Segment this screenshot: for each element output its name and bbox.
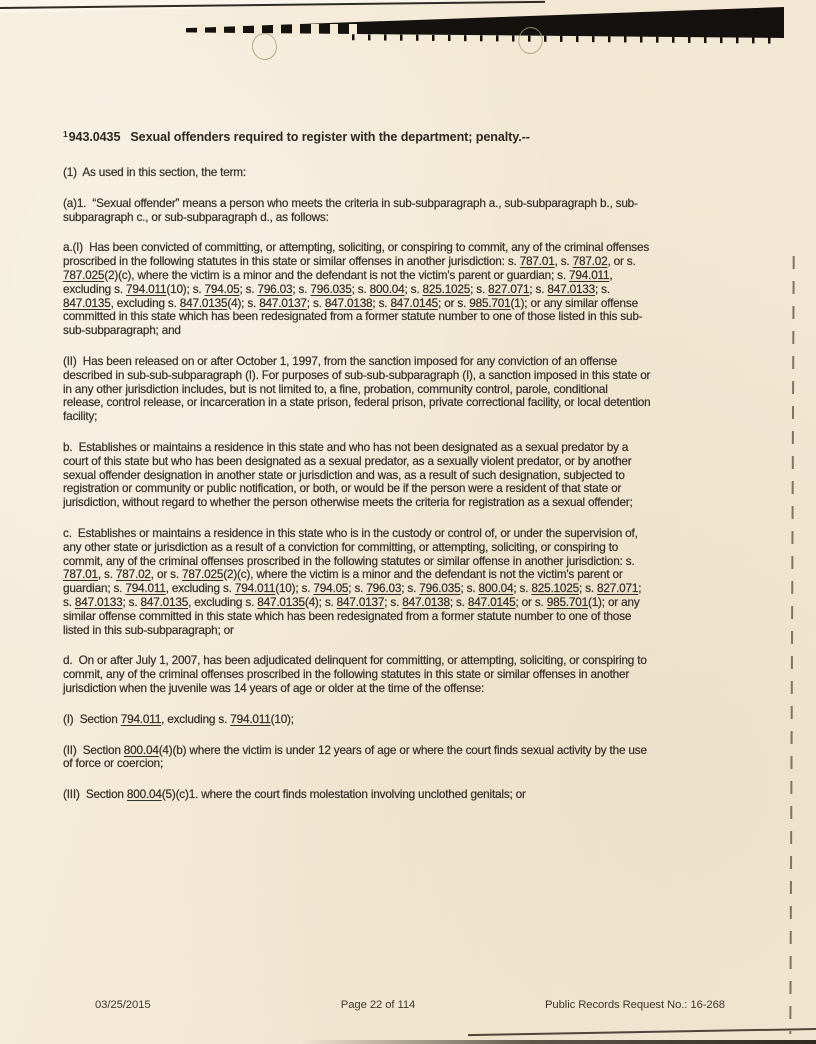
paragraph-sub-d [63,654,651,695]
text-segment: ; s. [404,281,423,296]
text-segment: (II) Section [63,742,124,757]
text-segment: (5)(c)1. where the court finds molestation involving unclothed genitals; or [161,787,526,802]
scan-right-dashed-line [789,256,794,1034]
statute-reference: 787.01 [519,254,555,269]
text-segment: , s. [554,254,573,269]
footer-date: 03/25/2015 [95,999,151,1011]
text-segment: , excluding s. [110,295,180,310]
statute-reference: 787.025 [63,267,105,282]
statute-reference: 794.05 [204,281,240,296]
text-segment: (III) Section [63,787,127,802]
footnote-marker: 1 [63,129,68,139]
text-segment: ; s. [351,281,370,296]
text-segment: ; s. [470,281,489,296]
statute-reference: 794.011 [125,581,166,596]
paragraph-term-intro [63,166,651,180]
statute-reference: 847.0135 [140,594,189,609]
statute-reference: 847.0137 [336,594,385,609]
statute-reference: 796.035 [310,281,352,296]
text-segment: , or s. [150,567,182,582]
paragraph-sub-c [63,527,651,637]
scan-bottom-edge-shadow [300,1040,816,1044]
text-segment: ; s. [449,594,468,609]
text-segment: (4)(b) where the victim is under 12 years of age or where the court finds sexual activity by the use of force or coercion; [63,742,650,771]
text-segment: (10); s. [275,581,314,596]
text-segment: , excluding s. [188,594,258,609]
text-segment: (10); s. [166,281,205,296]
statute-title [63,129,651,144]
statute-reference: 827.071 [488,281,530,296]
text-segment: ; s. [579,581,598,596]
statute-reference: 800.04 [478,581,514,596]
paragraph-sub-a-I [63,241,651,338]
footer-request-number: Public Records Request No.: 16-268 [545,999,725,1011]
statute-reference: 847.0137 [259,295,307,310]
text-segment: ; s. [401,581,420,596]
text-segment: a.(I) Has been convicted of committing, or attempting, soliciting, or conspiring to commit, any of the criminal offenses proscribed in the following statutes in this state or similar offenses in another jurisdiction: s. [63,240,653,269]
scan-bottom-line-artifact [468,1028,816,1036]
text-segment: ; s. [460,581,479,596]
statute-reference: 985.701 [469,295,511,310]
text-segment: , excluding s. [161,711,231,726]
statute-reference: 787.02 [572,254,608,269]
statute-reference: 825.1025 [422,281,471,296]
statute-reference: 787.02 [115,567,151,582]
text-segment: (II) Has been released on or after October 1, 1997, from the sanction imposed for any conviction of an offense described in sub-sub-subparagraph (I). For purposes of sub-sub-subparagraph (I), a sanction imposed in this state or in any other jurisdiction includes, but is not limited to, a fine, probation, community control, parole, conditional release, control release, or incarceration in a state prison, federal prison, private correctional facility, or local detention facility; [63,353,654,424]
paragraph-sub-d-I [63,713,651,727]
statute-text-column [63,129,654,819]
text-segment: , s. [97,567,116,582]
statute-reference: 847.0145 [390,295,439,310]
statute-number: 943.0435 [68,130,121,144]
paragraph-offender-definition [63,197,651,225]
text-segment: b. Establishes or maintains a residence in this state and who has not been designated as a sexual predator by a court of this state but who has been designated as a sexual predator, as a sexually violent predator, or by another sexual offender designation in another state or jurisdiction and was, as a result of such designation, subjected to registration or community or public notification, or both, or would be if the person were a resident of that state or jurisdiction, without regard to whether the person otherwise meets the criteria for registration as a sexual offender; [63,439,635,510]
text-segment: ; s. [292,281,311,296]
text-segment: d. On or after July 1, 2007, has been adjudicated delinquent for committing, or attempting, soliciting, or conspiring to commit, any of the criminal offenses proscribed in the following statutes in this state or similar offenses in another jurisdiction when the juvenile was 14 years of age or older at the time of the offense: [63,653,650,695]
statute-reference: 794.011 [234,581,276,596]
statute-reference: 796.03 [257,281,293,296]
text-segment: (I) Section [63,711,121,726]
statute-reference: 800.04 [123,742,159,757]
text-segment: ; s. [348,581,367,596]
text-segment: (10); [270,711,294,726]
statute-reference: 847.0138 [402,594,450,609]
text-segment: , or s. [607,254,639,269]
text-segment: ; s. [384,594,403,609]
statute-reference: 847.0135 [179,295,228,310]
text-segment: ; s. [595,281,614,296]
statute-reference: 847.0135 [63,295,111,310]
page-footer [0,999,816,1017]
statute-reference: 800.04 [369,281,405,296]
scan-black-bar-dashes [186,24,358,36]
statute-reference: 825.1025 [531,581,579,596]
text-segment: ; s. [513,581,532,596]
text-segment: c. Establishes or maintains a residence in this state who is in the custody or control of, or under the supervision of, any other state or jurisdiction as a result of a conviction for committing, or attempting, soliciting, or conspiring to commit, any of the criminal offenses proscribed in the following statutes or similar offense in another jurisdiction: s. [63,525,641,568]
text-segment: , excluding s. [63,267,616,296]
text-segment: ; s. [372,295,391,310]
text-segment: (4); s. [227,295,260,310]
statute-reference: 847.0133 [74,594,123,609]
paragraph-sub-d-II [63,744,651,772]
text-segment: ; s. [306,295,325,310]
text-segment: (4); s. [304,594,337,609]
statute-reference: 985.701 [546,594,588,609]
statute-reference: 794.011 [120,711,162,726]
statute-reference: 787.025 [181,567,224,582]
paragraph-sub-b [63,441,651,510]
text-segment: (a)1. “Sexual offender” means a person who meets the criteria in sub-subparagraph a., sub-subparagraph b., sub-subparagraph c., or sub-subparagraph d., as follows: [63,195,638,224]
text-segment: ; s. [239,281,258,296]
statute-reference: 847.0145 [467,594,516,609]
statute-reference: 847.0133 [547,281,596,296]
statute-reference: 796.035 [419,581,461,596]
text-segment: (2)(c), where the victim is a minor and the defendant is not the victim's parent or guardian; s. [104,267,570,282]
paragraph-sub-a-II [63,353,654,424]
statute-reference: 794.011 [569,267,610,282]
statute-reference: 794.011 [230,711,271,726]
statute-reference: 794.011 [125,281,167,296]
text-segment: (1) As used in this section, the term: [63,165,247,179]
text-segment: (1); or any similar offense committed in this state which has been redesignated from a former statute number to one of those listed in this sub-subparagraph; or [63,594,643,637]
text-segment: , excluding s. [165,581,235,596]
text-segment: ; s. [122,594,141,609]
text-segment: ; or s. [438,295,470,310]
statute-reference: 794.05 [313,581,349,596]
statute-reference: 847.0135 [257,594,305,609]
statute-heading: Sexual offenders required to register with the department; penalty.-- [130,130,530,144]
text-segment: ; s. [529,281,548,296]
text-segment: ; s. [63,581,645,609]
statute-reference: 827.071 [597,581,639,596]
statute-reference: 847.0138 [324,295,373,310]
statute-reference: 800.04 [126,787,162,802]
text-segment: (1); or any similar offense committed in this state which has been redesignated from a former statute number to one of those listed in this sub-sub-subparagraph; and [63,295,643,338]
paragraph-sub-d-III [63,788,651,802]
footer-page-indicator: Page 22 of 114 [340,999,416,1011]
statute-reference: 787.01 [63,567,98,582]
text-segment: ; or s. [515,594,547,609]
text-segment: (2)(c), where the victim is a minor and the defendant is not the victim's parent or guardian; s. [63,567,626,596]
statute-reference: 796.03 [366,581,402,596]
